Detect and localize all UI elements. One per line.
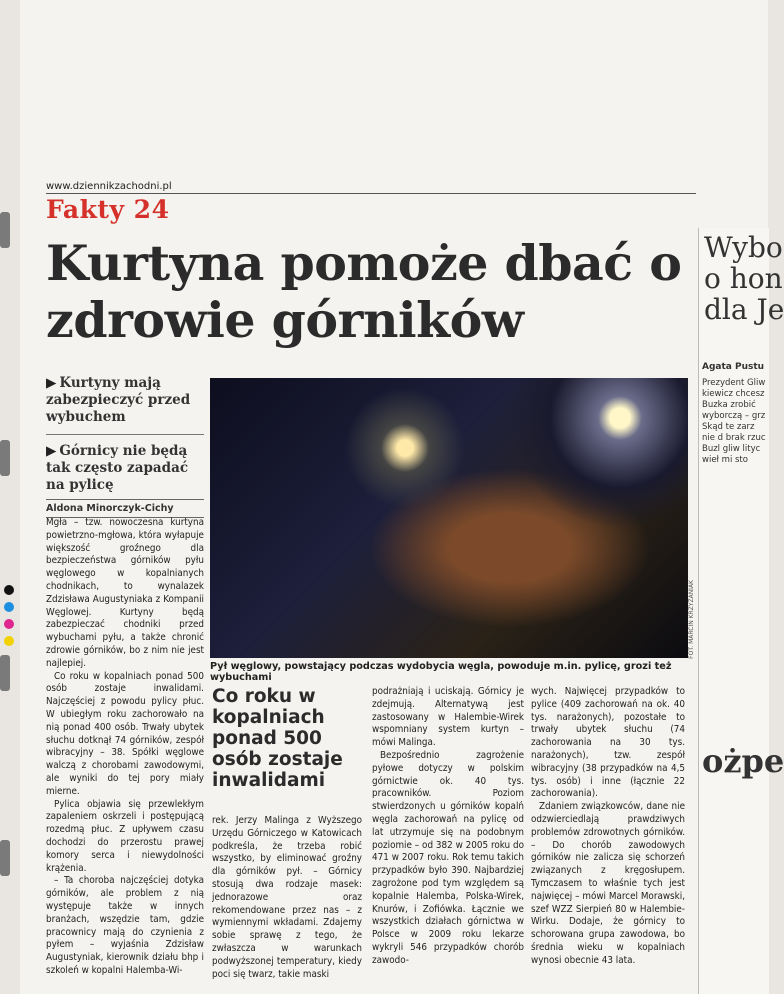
triangle-icon: ▶ [46,375,57,391]
photo-caption: Pył węglowy, powstający podczas wydobycia węgla, powoduje m.in. pylicę, grozi też wybuchami [210,661,672,683]
adjacent-text: Prezydent Gliw kiewicz chcesz Buzka zrobić wyborczą – grz Skąd te zarz nie d brak rzuc Buzl gliw lityc wieł mi sto [702,378,766,465]
pull-quote: Co roku w kopalniach ponad 500 osób zostaje inwalidami [212,686,343,791]
article-author: Aldona Minorczyk-Cichy [46,499,204,518]
source-url: www.dziennikzachodni.pl [46,181,172,192]
paragraph: rek. Jerzy Malinga z Wyższego Urzędu Górniczego w Katowicach podkreśla, że trzeba robić wszystko, by eliminować groźny dla górników pył. – Górnicy stosują dwa rodzaje masek: jednorazowe oraz rekomendowane przez nas – z wymiennymi wkładami. Zdajemy sobie sprawę z tego, że zwłaszcza w warunkach podwyższonej temperatury, kiedy poci się twarz, takie maski [212,815,362,980]
adjacent-author: Agata Pustu [702,362,765,372]
summary-bullet: ▶ Górnicy nie będą tak często zapadać na pylicę [46,443,189,493]
article-headline: Kurtyna pomoże dbać o zdrowie górników [46,234,682,349]
divider [46,434,204,435]
article-column-1 [46,517,204,978]
paragraph: podrażniają i uciskają. Górnicy je zdejmują. Alternatywą jest zastosowany w Halembie-Wirek wspomniany system kurtyn – mówi Malinga. [372,686,524,749]
summary-bullet: ▶ Kurtyny mają zabezpieczyć przed wybuchem [46,375,191,425]
adjacent-heading: ożpe [702,742,784,780]
paragraph: Bezpośrednio zagrożenie pyłowe dotyczy w polskim górnictwie ok. 40 tys. pracowników. Poziom stwierdzonych u górników kopalń węgla zachorowań na pylicę od lat utrzymuje się na podobnym poziomie – od 382 w 2005 roku do 471 w 2007 roku. Rok temu takich przypadków było 390. Najbardziej zagrożone pod tym względem są kopalnie Halemba, Polska-Wirek, Knurów, i Zofiówka. Łącznie we wszystkich działach górnictwa w Polsce w 2009 roku lekarze wykryli 546 przypadków chorób zawodo- [372,749,524,966]
adjacent-headline: Wybo o hon dla Je [704,231,784,326]
article-column-4 [531,686,685,968]
scan-edge-marks [0,200,10,860]
header-rule [46,193,696,194]
article-column-3 [372,686,524,968]
photo-credit: FOT. MARCIN KRZYŻANIAK [688,580,695,659]
paragraph: Co roku w kopalniach ponad 500 osób zostaje inwalidami. Najczęściej z powodu pylicy płuc. W ubiegłym roku zachorowało na nią ponad 400 osób. Trwały ubytek słuchu dotknął 74 górników, zespół wibracyjny – 38. Spółki węglowe walczą z chorobami zawodowymi, ale wyniki do tej pory miały mierne. [46,670,204,797]
section-title: Fakty 24 [46,195,170,224]
adjacent-page-strip [698,228,769,994]
paragraph: – Ta choroba najczęściej dotyka górników, ale problem z nią występuje także w innych branżach, wszędzie tam, gdzie pracownicy mają do czynienia z pyłem – wyjaśnia Zdzisław Augustyniak, kierownik działu bhp i szkoleń w kopalni Halemba-Wi- [46,875,204,976]
paragraph: Zdaniem związkowców, dane nie odzwierciedlają prawdziwych problemów zdrowotnych górników. – Do chorób zawodowych górników nie zalicza się schorzeń związanych z kręgosłupem. Tymczasem to właśnie tych jest najwięcej – mówi Marcel Morawski, szef WZZ Sierpień 80 w Halembie-Wirku. Dodaje, że górnicy to schorowana grupa zawodowa, bo średnia wieku w kopalniach wynosi obecnie 43 lata. [531,801,685,966]
paragraph: Pylica objawia się przewlekłym zapaleniem oskrzeli i postępującą rozedmą płuc. Z upływem czasu dochodzi do przerostu prawej komory serca i niewydolności krążenia. [46,798,204,874]
paragraph: Mgła – tzw. nowoczesna kurtyna powietrzno-mgłowa, która wyłapuje większość groźnego dla bezpieczeństwa górników pyłu węglowego w kopalnianych chodnikach, to wynalazek Zdzisława Augustyniaka z Kompanii Węglowej. Kurtyny będą zabezpieczać chodniki przed wybuchami pyłu, a także chronić zdrowie górników, bo z nim nie jest najlepiej. [46,517,204,669]
paragraph: wych. Najwięcej przypadków to pylice (409 zachorowań na ok. 40 tys. narażonych), pozostałe to trwały ubytek słuchu (74 zachorowania na 30 tys. narażonych), tzw. zespół wibracyjny (38 przypadków na 4,5 tys. osób) i inne (łącznie 22 zachorowania). [531,686,685,800]
triangle-icon: ▶ [46,443,57,459]
article-column-2 [212,815,362,981]
miner-photo [210,378,688,658]
summary-bullets [46,375,204,502]
